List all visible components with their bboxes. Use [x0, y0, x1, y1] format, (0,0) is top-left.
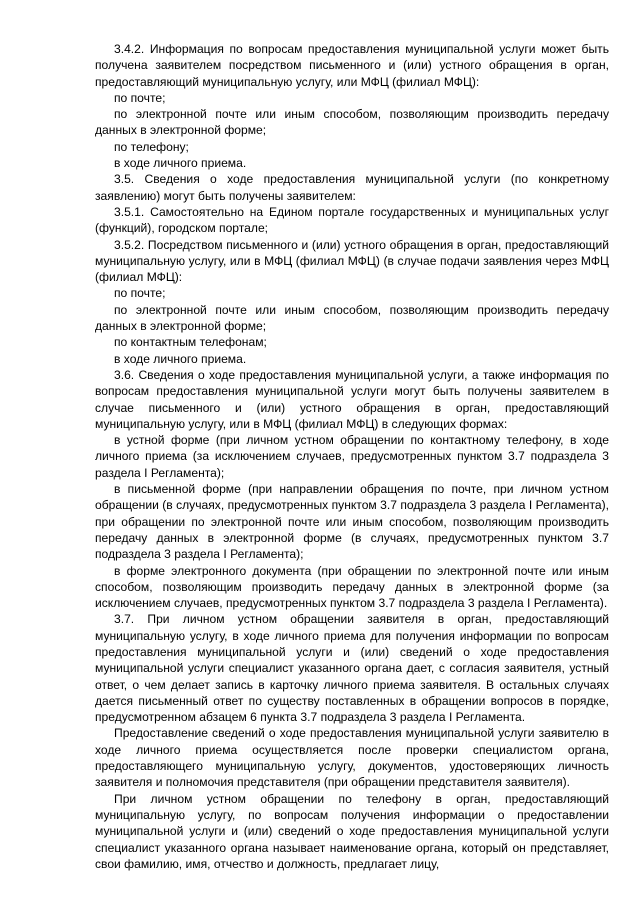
list-item-by-email: по электронной почте или иным способом, позволяющим производить передачу данных в электронной форме;	[95, 107, 609, 138]
list-item-oral-form: в устной форме (при личном устном обращении по контактному телефону, в ходе личного приема (за исключением случаев, предусмотренных пунктом 3.7 подраздела 3 раздела I Регламента);	[95, 433, 609, 480]
list-item-by-contact-phones: по контактным телефонам;	[114, 335, 267, 350]
list-item-by-phone: по телефону;	[114, 139, 189, 154]
paragraph-3-5-1: 3.5.1. Самостоятельно на Едином портале государственных и муниципальных услуг (функций), городском портале;	[95, 204, 609, 236]
paragraph-3-7: 3.7. При личном устном обращении заявителя в орган, предоставляющий муниципальную услугу, в ходе личного приема для получения информации по вопросам предоставления муниципальной услуги и (или) сведений о ходе предоставления муниципальной услуги специалист указанного органа дает, с согласия заявителя, устный ответ, о чем делает запись в карточку личного приема заявителя. В остальных случаях дается письменный ответ по существу поставленных в обращении вопросов в порядке, предусмотренном абзацем 6 пункта 3.7 подраздела 3 раздела I Регламента.	[95, 612, 609, 725]
list-item-personal-reception: в ходе личного приема.	[114, 156, 247, 171]
paragraph-3-4-2: 3.4.2. Информация по вопросам предоставления муниципальной услуги может быть получена заявителем посредством письменного и (или) устного обращения в орган, предоставляющий муниципальную услугу, или МФЦ (филиал МФЦ):	[95, 42, 609, 89]
document-body	[95, 41, 609, 872]
list-item-personal-reception: в ходе личного приема.	[114, 351, 247, 366]
paragraph-3-5-2: 3.5.2. Посредством письменного и (или) устного обращения в орган, предоставляющий муниципальную услугу, или в МФЦ (филиал МФЦ) (в случае подачи заявления через МФЦ (филиал МФЦ):	[95, 237, 609, 285]
list-item-by-mail: по почте;	[114, 286, 166, 301]
list-item-written-form: в письменной форме (при направлении обращения по почте, при личном устном обращении (в случаях, предусмотренных пунктом 3.7 подраздела 3 раздела I Регламента), при обращении по электронной почте или иным способом, позволяющим производить передачу данных в электронной форме (в случаях, предусмотренных пунктом 3.7 подраздела 3 раздела I Регламента);	[95, 482, 609, 562]
list-item-by-mail: по почте;	[114, 90, 166, 105]
list-item-electronic-document: в форме электронного документа (при обращении по электронной почте или иным способом, позволяющим производить передачу данных в электронной форме (за исключением случаев, предусмотренных пунктом 3.7 подраздела 3 раздела I Регламента).	[95, 563, 609, 611]
paragraph-phone-inquiry: При личном устном обращении по телефону в орган, предоставляющий муниципальную услугу, по вопросам получения информации о предоставлении муниципальной услуги и (или) сведений о ходе предоставления муниципальной услуги специалист указанного органа называет наименование органа, который он представляет, свои фамилию, имя, отчество и должность, предлагает лицу,	[95, 791, 609, 871]
list-item-by-email: по электронной почте или иным способом, позволяющим производить передачу данных в электронной форме;	[95, 302, 609, 334]
paragraph-3-6: 3.6. Сведения о ходе предоставления муниципальной услуги, а также информация по вопросам предоставления муниципальной услуги могут быть получены заявителем в случае письменного и (или) устного обращения в орган, предоставляющий муниципальную услугу, или в МФЦ (филиал МФЦ) в следующих формах:	[95, 367, 609, 431]
paragraph-3-5: 3.5. Сведения о ходе предоставления муниципальной услуги (по конкретному заявлению) могут быть получены заявителем:	[95, 172, 609, 203]
paragraph-reception-verification: Предоставление сведений о ходе предоставления муниципальной услуги заявителю в ходе личного приема осуществляется после проверки специалистом органа, предоставляющего муниципальную услугу, документов, удостоверяющих личность заявителя и полномочия представителя (при обращении представителя заявителя).	[95, 726, 609, 790]
